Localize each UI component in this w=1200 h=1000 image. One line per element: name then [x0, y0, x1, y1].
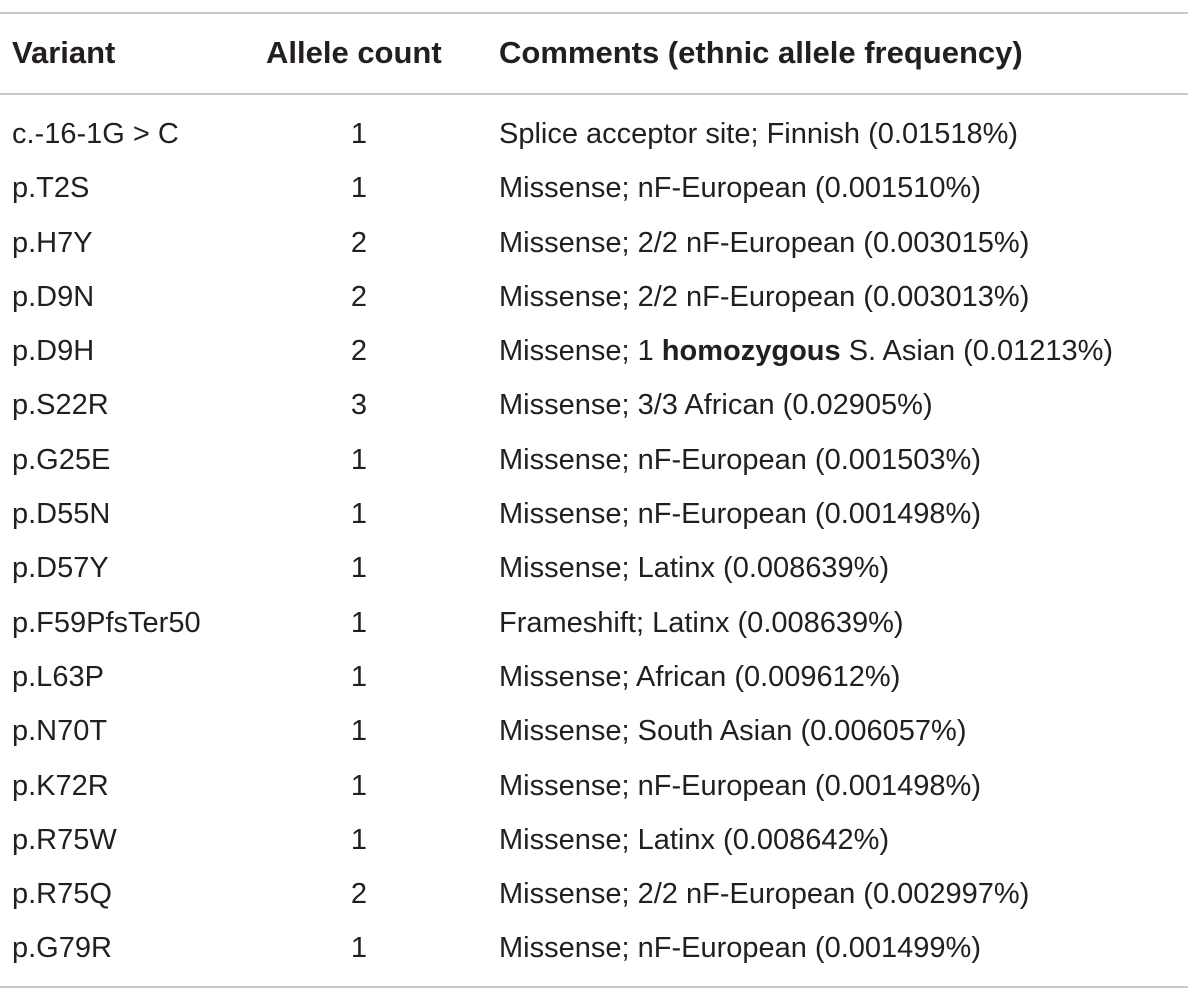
table-row: [0, 162, 1188, 216]
table-row: [0, 597, 1188, 651]
comment-text: Splice acceptor site; Finnish (0.01518%): [499, 118, 1019, 150]
cell-allele-count: 1: [350, 443, 368, 476]
cell-variant: c.-16-1G > C: [12, 118, 179, 150]
header-allele-count: Allele count: [266, 35, 442, 70]
cell-variant: p.N70T: [12, 715, 108, 748]
cell-variant: p.T2S: [12, 172, 90, 205]
cell-comments: [499, 442, 981, 478]
cell-allele-count: 1: [350, 606, 368, 639]
cell-variant: p.D9H: [12, 335, 95, 368]
cell-comments: [499, 170, 981, 206]
cell-comments: [499, 930, 981, 966]
comment-text: Missense; 2/2 nF-European (0.003015%): [499, 226, 1030, 259]
cell-comments: [499, 822, 889, 858]
cell-variant: p.L63P: [12, 660, 104, 693]
table-header-rule: [0, 93, 1188, 95]
cell-comments: [499, 387, 933, 423]
table-row: [0, 271, 1188, 325]
table-row: [0, 705, 1188, 759]
cell-comments: [499, 550, 889, 586]
comment-text: Missense; nF-European (0.001510%): [499, 172, 981, 205]
cell-variant: p.R75Q: [12, 878, 112, 911]
cell-comments: [499, 605, 904, 641]
cell-allele-count: 1: [350, 172, 368, 205]
table-row: [0, 325, 1188, 379]
cell-variant: p.D57Y: [12, 552, 109, 585]
cell-comments: [499, 876, 1029, 912]
header-comments: Comments (ethnic allele frequency): [499, 35, 1023, 70]
table-row: [0, 814, 1188, 868]
comment-text: Missense; 2/2 nF-European (0.003013%): [499, 280, 1030, 313]
comment-text: Missense; nF-European (0.001499%): [499, 932, 981, 965]
cell-comments: [499, 713, 967, 749]
table-row: [0, 488, 1188, 542]
cell-allele-count: 2: [350, 280, 368, 313]
table-row: [0, 434, 1188, 488]
cell-variant: p.D55N: [12, 498, 111, 531]
cell-allele-count: 1: [350, 769, 368, 802]
table-row: [0, 542, 1188, 596]
comment-text: Missense; Latinx (0.008642%): [499, 823, 890, 856]
cell-comments: [499, 768, 981, 804]
cell-allele-count: 1: [350, 118, 368, 150]
comment-text: Frameshift; Latinx (0.008639%): [499, 606, 904, 639]
comment-text: Missense; 2/2 nF-European (0.002997%): [499, 878, 1030, 911]
cell-allele-count: 2: [350, 335, 368, 368]
cell-allele-count: 1: [350, 660, 368, 693]
comment-text: Missense; African (0.009612%): [499, 660, 901, 693]
table-body: [0, 108, 1188, 977]
table-row: [0, 379, 1188, 433]
table-row: [0, 868, 1188, 922]
cell-allele-count: 1: [350, 715, 368, 748]
cell-allele-count: 1: [350, 932, 368, 965]
comment-emphasis: homozygous: [661, 335, 841, 368]
header-variant: Variant: [12, 35, 116, 70]
cell-allele-count: 2: [350, 878, 368, 911]
cell-variant: p.G25E: [12, 443, 111, 476]
table-bottom-rule: [0, 986, 1188, 988]
cell-variant: p.K72R: [12, 769, 109, 802]
comment-text: Missense; Latinx (0.008639%): [499, 552, 890, 585]
table-header-row: [0, 12, 1188, 93]
table-row: [0, 108, 1188, 162]
cell-allele-count: 3: [350, 389, 368, 422]
table-row: [0, 760, 1188, 814]
cell-comments: [499, 225, 1029, 261]
cell-comments: [499, 279, 1029, 315]
table-row: [0, 651, 1188, 705]
comment-text: Missense; 1: [499, 335, 662, 368]
comment-text: Missense; 3/3 African (0.02905%): [499, 389, 933, 422]
cell-comments: [499, 116, 1018, 152]
cell-variant: p.H7Y: [12, 226, 93, 259]
comment-text: Missense; nF-European (0.001498%): [499, 769, 981, 802]
cell-allele-count: 2: [350, 226, 368, 259]
comment-text: Missense; South Asian (0.006057%): [499, 715, 967, 748]
cell-variant: p.S22R: [12, 389, 109, 422]
cell-allele-count: 1: [350, 823, 368, 856]
cell-variant: p.F59PfsTer50: [12, 606, 201, 639]
cell-comments: [499, 333, 1113, 369]
cell-allele-count: 1: [350, 498, 368, 531]
cell-allele-count: 1: [350, 552, 368, 585]
cell-comments: [499, 659, 900, 695]
comment-text: Missense; nF-European (0.001498%): [499, 498, 981, 531]
comment-text-tail: S. Asian (0.01213%): [840, 335, 1114, 368]
table-row: [0, 217, 1188, 271]
cell-variant: p.R75W: [12, 823, 117, 856]
cell-variant: p.D9N: [12, 280, 95, 313]
comment-text: Missense; nF-European (0.001503%): [499, 443, 981, 476]
cell-variant: p.G79R: [12, 932, 112, 965]
table-row: [0, 922, 1188, 976]
cell-comments: [499, 496, 981, 532]
